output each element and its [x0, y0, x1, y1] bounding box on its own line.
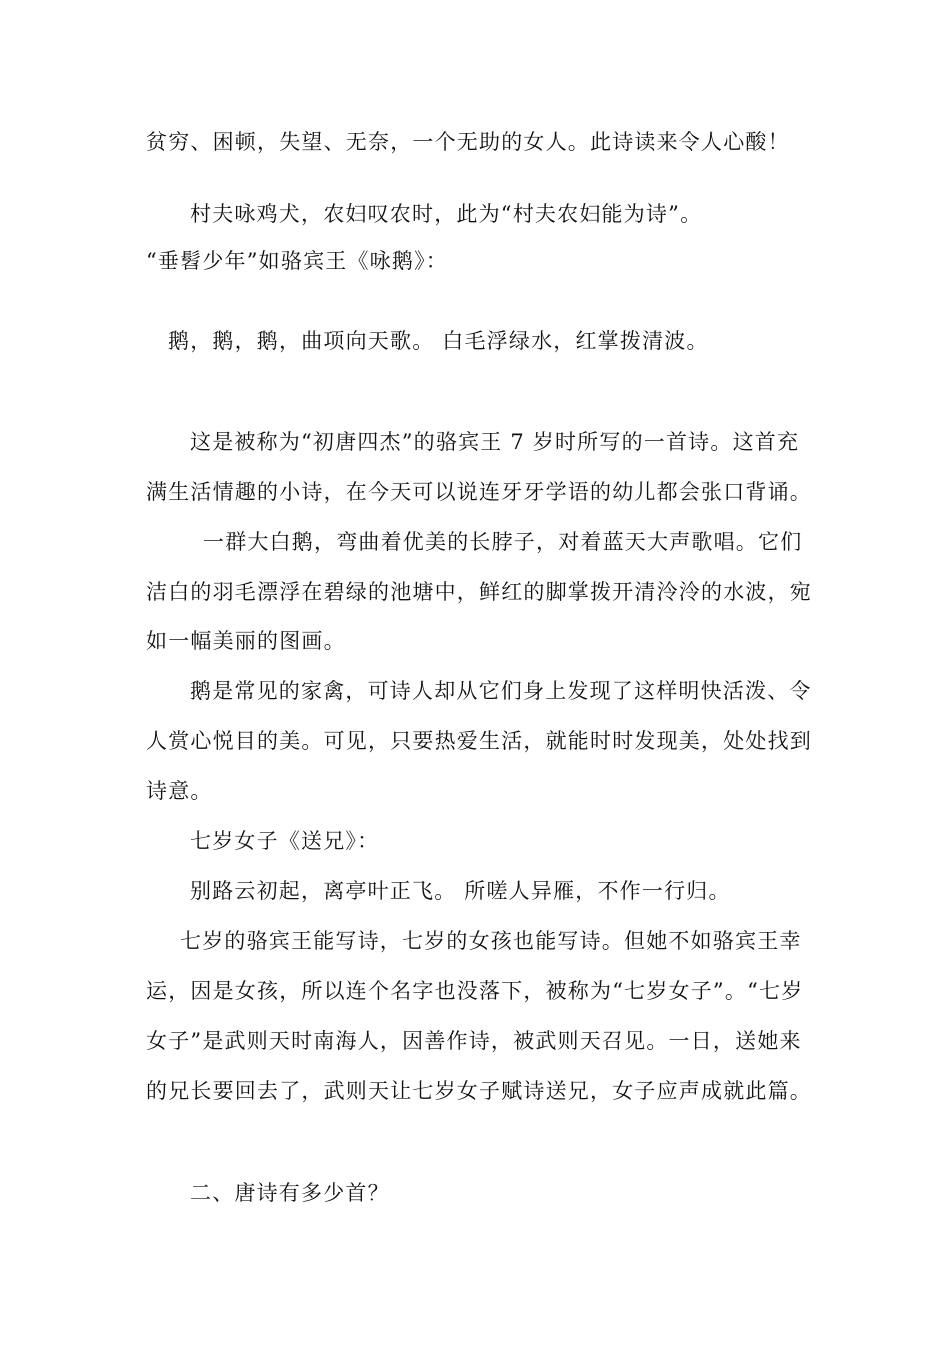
text-line: 人赏心悦目的美。可见，只要热爱生活，就能时时发现美，处处找到	[146, 729, 812, 753]
text-line: 洁白的羽毛漂浮在碧绿的池塘中，鲜红的脚掌拨开清泠泠的水波，宛	[146, 580, 812, 604]
text-line: 满生活情趣的小诗，在今天可以说连牙牙学语的幼儿都会张口背诵。	[146, 480, 812, 504]
text-line: 七岁女子《送兄》：	[190, 829, 380, 853]
text-line: “垂髫少年”如骆宾王《咏鹅》：	[146, 249, 448, 273]
text-line: 贫穷、困顿，失望、无奈，一个无助的女人。此诗读来令人心酸！	[146, 130, 790, 154]
poem-line: 别路云初起，离亭叶正飞。 所嗟人异雁，不作一行归。	[190, 879, 731, 903]
text-line: 村夫咏鸡犬，农妇叹农时，此为“村夫农妇能为诗”。	[190, 202, 703, 226]
text-line: 的兄长要回去了，武则天让七岁女子赋诗送兄，女子应声成就此篇。	[146, 1079, 812, 1103]
text-line: 鹅是常见的家禽，可诗人却从它们身上发现了这样明快活泼、令	[190, 679, 812, 703]
text-line: 如一幅美丽的图画。	[146, 629, 346, 653]
text-line: 一群大白鹅，弯曲着优美的长脖子，对着蓝天大声歌唱。它们	[203, 530, 803, 554]
text-line: 这是被称为“初唐四杰”的骆宾王 7 岁时所写的一首诗。这首充	[190, 430, 800, 454]
text-line: 运，因是女孩，所以连个名字也没落下，被称为“七岁女子”。“七岁	[146, 979, 804, 1003]
text-line: 诗意。	[146, 779, 213, 803]
text-line: 七岁的骆宾王能写诗，七岁的女孩也能写诗。但她不如骆宾王幸	[180, 929, 802, 953]
poem-line: 鹅，鹅，鹅，曲项向天歌。 白毛浮绿水，红掌拨清波。	[168, 329, 709, 353]
text-line: 女子”是武则天时南海人，因善作诗，被武则天召见。一日，送她来	[146, 1029, 802, 1053]
section-heading: 二、唐诗有多少首？	[190, 1181, 390, 1205]
